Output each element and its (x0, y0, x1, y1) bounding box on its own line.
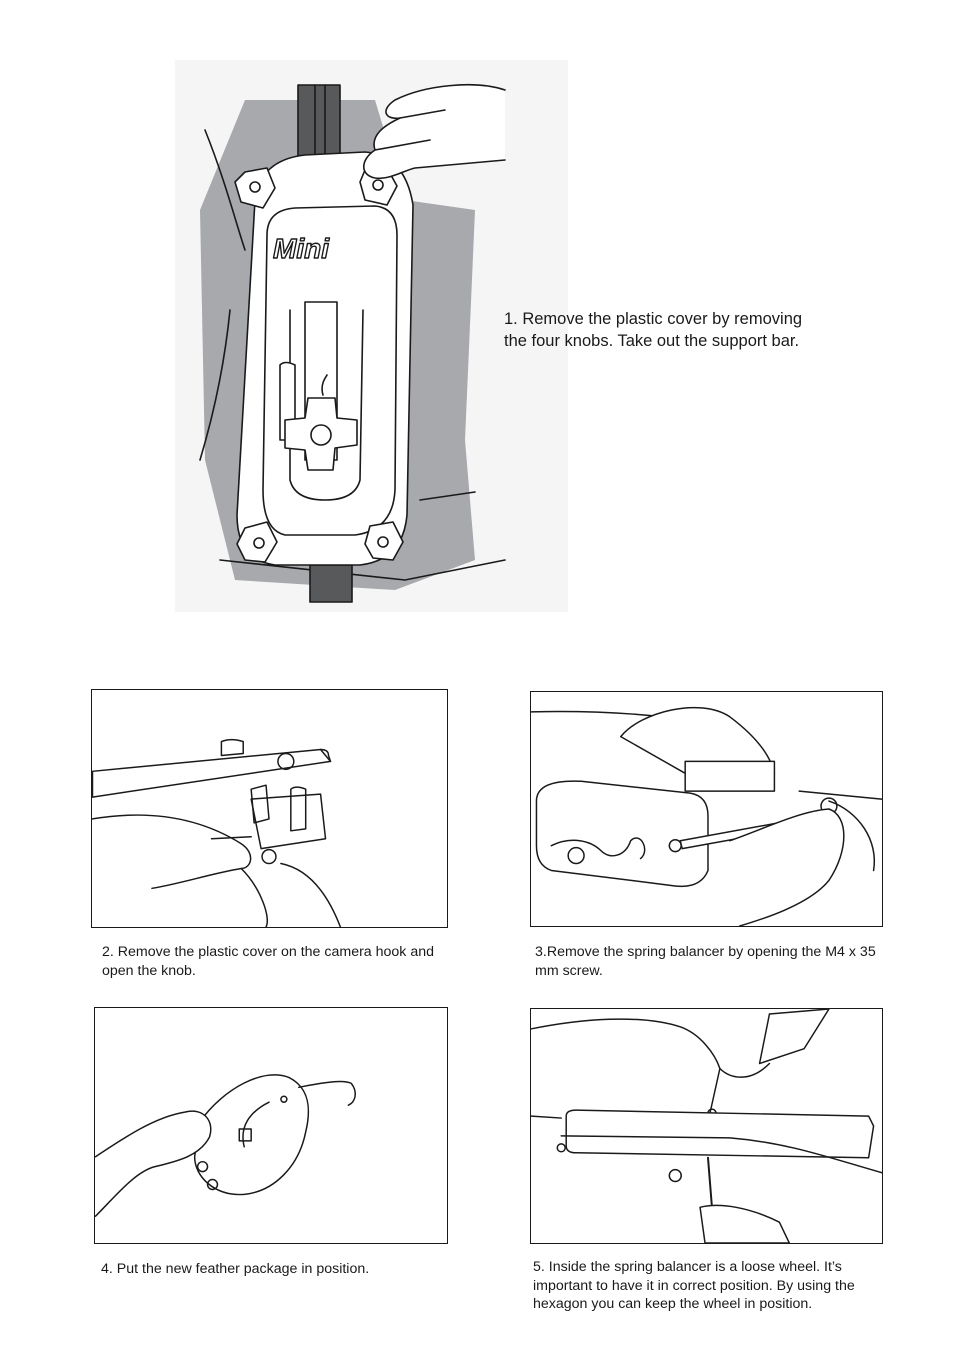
step-4-illustration (94, 1007, 448, 1244)
mini-logo: Mini (273, 233, 329, 264)
step-5-illustration (530, 1008, 883, 1244)
step-3-caption: 3.Remove the spring balancer by opening the M4 x 35 mm screw. (535, 944, 876, 979)
step-1-caption: 1. Remove the plastic cover by removing the four knobs. Take out the support bar. (504, 310, 803, 350)
step-2-illustration (91, 689, 448, 928)
step-4-caption: 4. Put the new feather package in position. (101, 1261, 370, 1277)
step-2-caption: 2. Remove the plastic cover on the camera hook and open the knob. (102, 944, 435, 979)
step-5-caption: 5. Inside the spring balancer is a loose wheel. It’s important to have it in correct position. By using the hexagon you can keep the wheel in position. (533, 1259, 855, 1312)
step-3-illustration (530, 691, 883, 927)
